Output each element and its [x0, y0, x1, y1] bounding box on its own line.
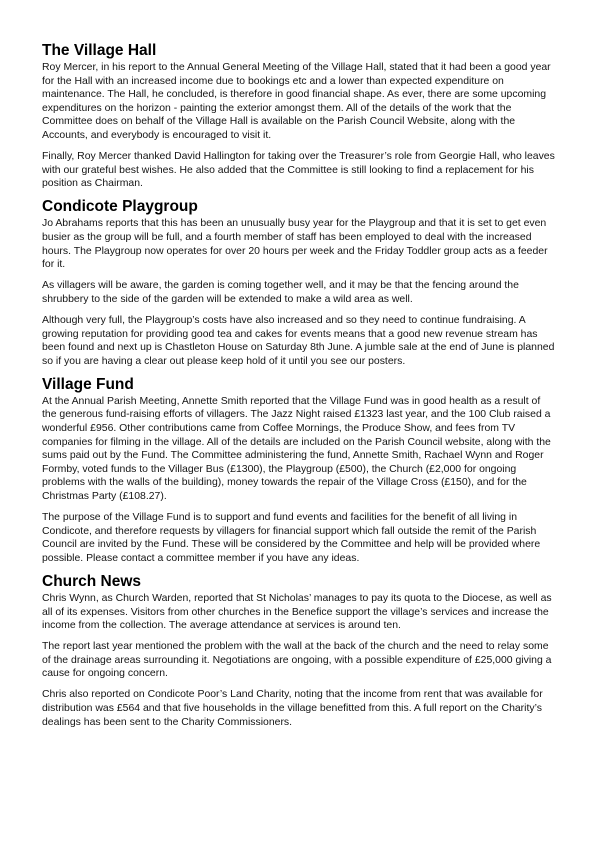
- paragraph: Finally, Roy Mercer thanked David Hallington for taking over the Treasurer’s role from Georgie Hall, who leaves with our grateful best wishes. He also added that the Committee is still looking to find a replacement for his position as Chairman.: [42, 151, 555, 190]
- section-village-hall: [42, 42, 557, 191]
- section-heading: Village Fund: [42, 375, 134, 393]
- newsletter-page: [42, 42, 557, 737]
- section-heading: Church News: [42, 572, 142, 590]
- paragraph: Chris Wynn, as Church Warden, reported that St Nicholas’ manages to pay its quota to the Diocese, as well as all of its expenses. Visitors from other churches in the Benefice support the village’s services and increase the income from the collection. The average attendance at services is around ten.: [42, 592, 552, 632]
- paragraph: The report last year mentioned the problem with the wall at the back of the church and the need to relay some of the drainage areas surrounding it. Negotiations are ongoing, with a possible expenditure of £25,000 giving a cause for ongoing concern.: [42, 641, 552, 680]
- paragraph: The purpose of the Village Fund is to support and fund events and facilities for the benefit of all living in Condicote, and therefore requests by villagers for financial support which fall outside the remit of the Parish Council are invited by the Fund. These will be considered by the Committee and help will be provided where possible. Please contact a committee member if you have any ideas.: [42, 512, 541, 564]
- paragraph: Roy Mercer, in his report to the Annual General Meeting of the Village Hall, stated that it had been a good year for the Hall with an increased income due to bookings etc and a lower than expected expenditure on maintenance. The Hall, he concluded, is therefore in good financial shape. As ever, there are some upcoming expenditures on the horizon - painting the exterior amongst them. All of the details of the work that the Committee does on behalf of the Village Hall is available on the Parish Council Website, along with the Accounts, and everybody is encouraged to visit it.: [42, 62, 551, 141]
- paragraph: As villagers will be aware, the garden is coming together well, and it may be that the fencing around the shrubbery to the side of the garden will be extended to make a wild area as well.: [42, 280, 519, 305]
- section-heading: The Village Hall: [42, 42, 157, 59]
- paragraph: At the Annual Parish Meeting, Annette Smith reported that the Village Fund was in good health as a result of the generous fund-raising efforts of villagers. The Jazz Night raised £1323 last year, and the 100 Club raised a wonderful £956. Other contributions came from Coffee Mornings, the Produce Show, and fees from TV companies for filming in the village. All of the details are included on the Parish Council website, along with the sums paid out by the Fund. The Committee administering the fund, Annette Smith, Rachael Wynn and Roger Formby, voted funds to the Villager Bus (£1300), the Playgroup (£500), the Church (£2,000 for ongoing problems with the walls of the building), money towards the repair of the Village Cross (£150), and for the Christmas Party (£108.27).: [42, 395, 551, 502]
- section-heading: Condicote Playgroup: [42, 198, 198, 216]
- section-condicote-playgroup: [42, 198, 557, 368]
- section-church-news: [42, 573, 557, 729]
- paragraph: Chris also reported on Condicote Poor’s Land Charity, noting that the income from rent that was available for distribution was £564 and that five households in the village benefitted from this. A full report on the Charity’s dealings has been sent to the Charity Commissioners.: [42, 689, 543, 728]
- section-village-fund: [42, 376, 557, 566]
- paragraph: Although very full, the Playgroup’s costs have also increased and so they need to continue fundraising. A growing reputation for providing good tea and cakes for events means that a good new revenue stream has been found and next up is Chastleton House on Saturday 8th June. A jumble sale at the end of June is planned so if you are having a clear out please keep hold of it until you see our posters.: [42, 314, 555, 367]
- paragraph: Jo Abrahams reports that this has been an unusually busy year for the Playgroup and that it is set to get even busier as the group will be full, and a fourth member of staff has been employed to deal with the increased hours. The Playgroup now operates for over 20 hours per week and the Friday Toddler group acts as a feeder for it.: [42, 218, 548, 271]
